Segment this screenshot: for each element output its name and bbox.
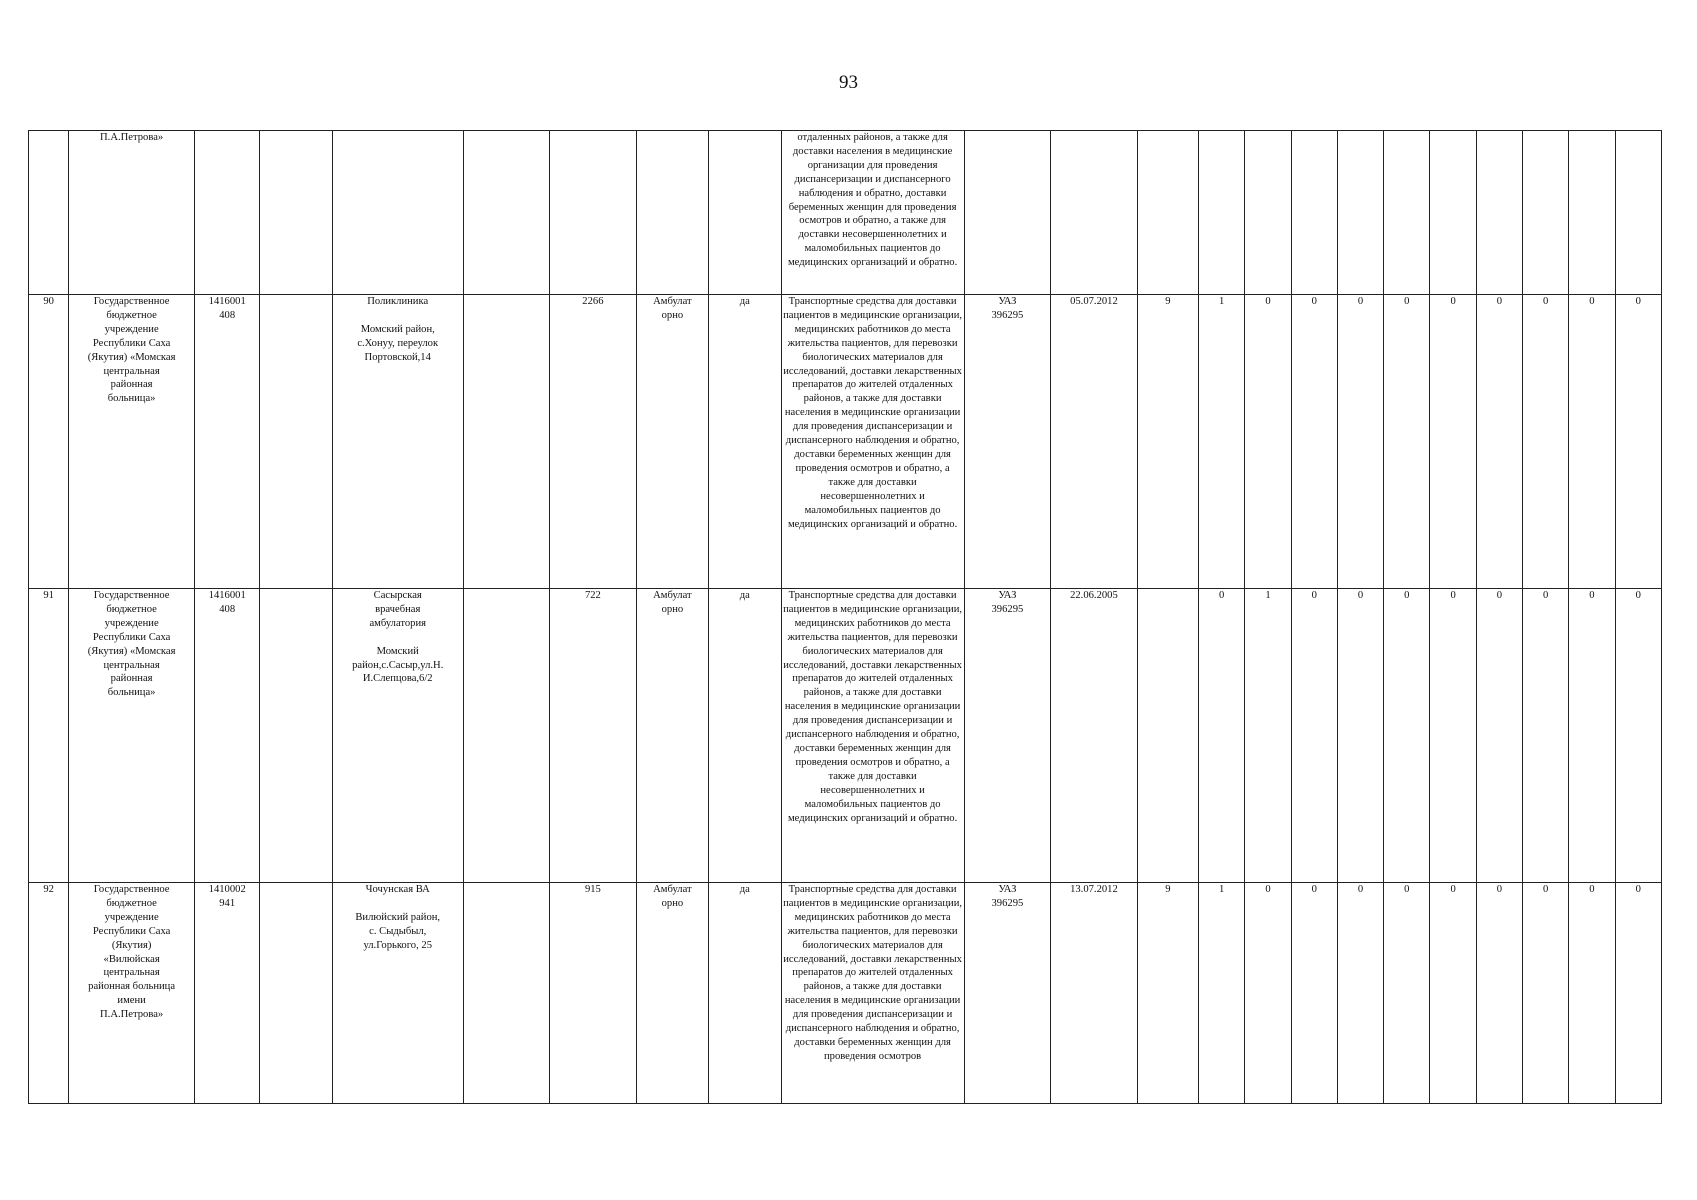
care-type-cell: Амбулат орно [636,883,708,1104]
count-9-cell: 0 [1523,589,1569,883]
count-11-cell: 0 [1615,883,1661,1104]
vehicle-model-cell: УАЗ 396295 [964,589,1051,883]
care-type-cell [636,131,708,295]
count-4-cell: 0 [1291,295,1337,589]
count-10-cell [1569,131,1615,295]
count-2-cell: 1 [1199,883,1245,1104]
flag-cell [709,131,781,295]
vehicle-model-cell [964,131,1051,295]
issue-date-cell: 22.06.2005 [1051,589,1138,883]
count-6-cell: 0 [1384,883,1430,1104]
count-10-cell: 0 [1569,295,1615,589]
table-row [29,295,1662,589]
issue-date-cell [1051,131,1138,295]
count-4-cell: 0 [1291,589,1337,883]
table-row [29,589,1662,883]
count-3-cell: 0 [1245,883,1291,1104]
count-9-cell [1523,131,1569,295]
vehicle-purpose-cell: Транспортные средства для доставки пациентов в медицинские организации, медицинских работников до места жительства пациентов, для перевозки биологических материалов для исследований, доставки лекарственных препаратов до жителей отдаленных районов, а также для доставки населения в медицинские организации для проведения диспансеризации и диспансерного наблюдения и обратно, доставки беременных женщин для проведения осмотров и обратно, а также для доставки несовершеннолетних и маломобильных пациентов до медицинских организаций и обратно. [781,295,964,589]
count-1-cell [1137,589,1198,883]
care-type-cell: Амбулат орно [636,295,708,589]
row-number-cell: 92 [29,883,69,1104]
inn-cell: 1410002 941 [195,883,260,1104]
value-code-cell: 722 [550,589,637,883]
count-10-cell: 0 [1569,589,1615,883]
inn-cell: 1416001 408 [195,295,260,589]
vehicle-purpose-cell: отдаленных районов, а также для доставки населения в медицинские организации для проведения диспансеризации и диспансерного наблюдения и обратно, доставки беременных женщин для проведения осмотров и обратно, а также для доставки несовершеннолетних и маломобильных пациентов до медицинских организаций и обратно. [781,131,964,295]
count-5-cell: 0 [1337,883,1383,1104]
flag-cell: да [709,883,781,1104]
count-6-cell [1384,131,1430,295]
inn-cell: 1416001 408 [195,589,260,883]
issue-date-cell: 13.07.2012 [1051,883,1138,1104]
count-6-cell: 0 [1384,589,1430,883]
count-8-cell: 0 [1476,883,1522,1104]
count-8-cell: 0 [1476,589,1522,883]
location-address-cell: Поликлиника Момский район, с.Хонуу, переулок Портовской,14 [332,295,463,589]
row-number-cell: 91 [29,589,69,883]
blank-col-2-cell [463,589,550,883]
blank-col-2-cell [463,131,550,295]
flag-cell: да [709,589,781,883]
count-5-cell [1337,131,1383,295]
blank-col-2-cell [463,295,550,589]
count-2-cell: 0 [1199,589,1245,883]
page-number: 93 [839,72,858,93]
count-5-cell: 0 [1337,589,1383,883]
institution-name-cell: Государственное бюджетное учреждение Республики Саха (Якутия) «Момская центральная районная больница» [69,295,195,589]
count-2-cell: 1 [1199,295,1245,589]
count-11-cell: 0 [1615,295,1661,589]
vehicle-purpose-cell: Транспортные средства для доставки пациентов в медицинские организации, медицинских работников до места жительства пациентов, для перевозки биологических материалов для исследований, доставки лекарственных препаратов до жителей отдаленных районов, а также для доставки населения в медицинские организации для проведения диспансеризации и диспансерного наблюдения и обратно, доставки беременных женщин для проведения осмотров и обратно, а также для доставки несовершеннолетних и маломобильных пациентов до медицинских организаций и обратно. [781,589,964,883]
count-4-cell: 0 [1291,883,1337,1104]
count-9-cell: 0 [1523,883,1569,1104]
institution-name-cell: Государственное бюджетное учреждение Республики Саха (Якутия) «Момская центральная районная больница» [69,589,195,883]
vehicle-model-cell: УАЗ 396295 [964,295,1051,589]
care-type-cell: Амбулат орно [636,589,708,883]
blank-col-cell [260,883,332,1104]
row-number-cell [29,131,69,295]
count-3-cell: 0 [1245,295,1291,589]
count-7-cell: 0 [1430,883,1476,1104]
count-3-cell [1245,131,1291,295]
location-address-cell [332,131,463,295]
location-address-cell: Сасырская врачебная амбулатория Момский район,с.Сасыр,ул.Н. И.Слепцова,6/2 [332,589,463,883]
count-1-cell: 9 [1137,883,1198,1104]
flag-cell: да [709,295,781,589]
blank-col-cell [260,131,332,295]
count-7-cell: 0 [1430,295,1476,589]
inn-cell [195,131,260,295]
value-code-cell: 2266 [550,295,637,589]
location-address-cell: Чочунская ВА Вилюйский район, с. Сыдыбыл, ул.Горького, 25 [332,883,463,1104]
count-9-cell: 0 [1523,295,1569,589]
vehicle-model-cell: УАЗ 396295 [964,883,1051,1104]
count-4-cell [1291,131,1337,295]
table-row [29,883,1662,1104]
count-3-cell: 1 [1245,589,1291,883]
count-1-cell: 9 [1137,295,1198,589]
blank-col-2-cell [463,883,550,1104]
count-10-cell: 0 [1569,883,1615,1104]
count-6-cell: 0 [1384,295,1430,589]
table-row [29,131,1662,295]
row-number-cell: 90 [29,295,69,589]
issue-date-cell: 05.07.2012 [1051,295,1138,589]
blank-col-cell [260,295,332,589]
count-2-cell [1199,131,1245,295]
count-8-cell: 0 [1476,295,1522,589]
value-code-cell: 915 [550,883,637,1104]
institution-name-cell: П.А.Петрова» [69,131,195,295]
institution-name-cell: Государственное бюджетное учреждение Республики Саха (Якутия) «Вилюйская центральная районная больница имени П.А.Петрова» [69,883,195,1104]
count-11-cell: 0 [1615,589,1661,883]
count-11-cell [1615,131,1661,295]
blank-col-cell [260,589,332,883]
count-5-cell: 0 [1337,295,1383,589]
vehicle-register-table [28,130,1662,1104]
value-code-cell [550,131,637,295]
count-1-cell [1137,131,1198,295]
count-7-cell [1430,131,1476,295]
count-8-cell [1476,131,1522,295]
count-7-cell: 0 [1430,589,1476,883]
vehicle-purpose-cell: Транспортные средства для доставки пациентов в медицинские организации, медицинских работников до места жительства пациентов, для перевозки биологических материалов для исследований, доставки лекарственных препаратов до жителей отдаленных районов, а также для доставки населения в медицинские организации для проведения диспансеризации и диспансерного наблюдения и обратно, доставки беременных женщин для проведения осмотров [781,883,964,1104]
